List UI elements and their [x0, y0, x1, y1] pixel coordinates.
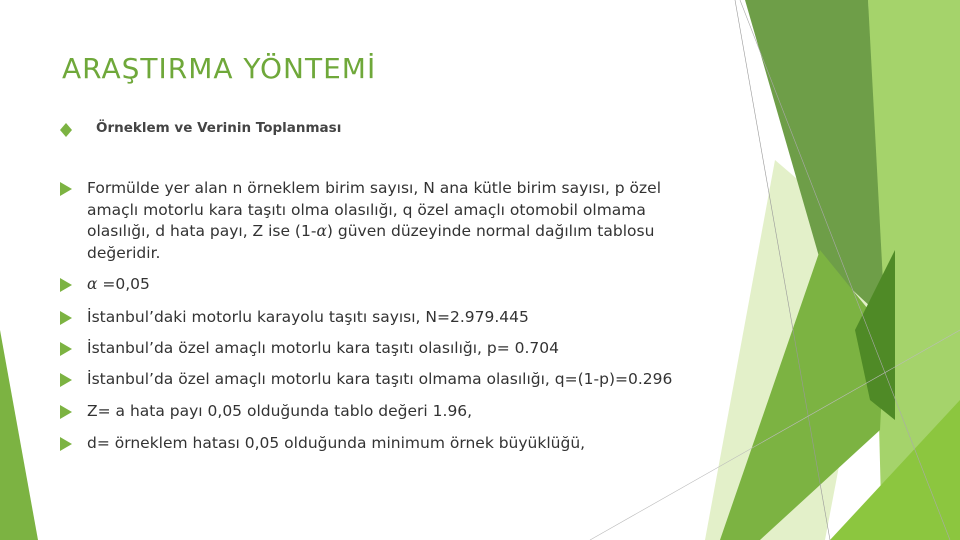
bullet-text: d= örneklem hatası 0,05 olduğunda minimum örnek büyüklüğü, [87, 434, 586, 452]
paragraph-part-1: Formülde yer alan n örneklem birim sayısı, N ana kütle birim sayısı, p özel amaçlı motorlu kara taşıtı olma olasılığı, q özel amaçlı otomobil olmama olasılığı, d hata payı, Z ise (1- [87, 179, 662, 240]
alpha-value: =0,05 [97, 275, 150, 293]
slide-title: ARAŞTIRMA YÖNTEMİ [62, 52, 377, 85]
bullet-text: İstanbul’da özel amaçlı motorlu kara taşıtı olasılığı, p= 0.704 [87, 339, 560, 357]
bullet-text: Z= a hata payı 0,05 olduğunda tablo değeri 1.96, [87, 402, 473, 420]
bullet-text: İstanbul’daki motorlu karayolu taşıtı sayısı, N=2.979.445 [87, 308, 529, 326]
bullet-text: İstanbul’da özel amaçlı motorlu kara taşıtı olmama olasılığı, q=(1-p)=0.296 [87, 370, 673, 388]
alpha-symbol: α [87, 275, 98, 293]
triangle-right-icon [60, 182, 72, 196]
triangle-right-icon [60, 373, 72, 387]
triangle-right-icon [60, 278, 72, 292]
paragraph-part-2: ) güven düzeyinde normal dağılım tablosu değeridir. [87, 222, 655, 262]
alpha-symbol: α [316, 222, 327, 240]
triangle-right-icon [60, 342, 72, 356]
diamond-icon [60, 123, 72, 137]
triangle-right-icon [60, 437, 72, 451]
triangle-right-icon [60, 311, 72, 325]
paragraph-text [87, 178, 707, 264]
triangle-right-icon [60, 405, 72, 419]
section-heading: Örneklem ve Verinin Toplanması [96, 120, 342, 136]
alpha-value-text [87, 274, 707, 296]
